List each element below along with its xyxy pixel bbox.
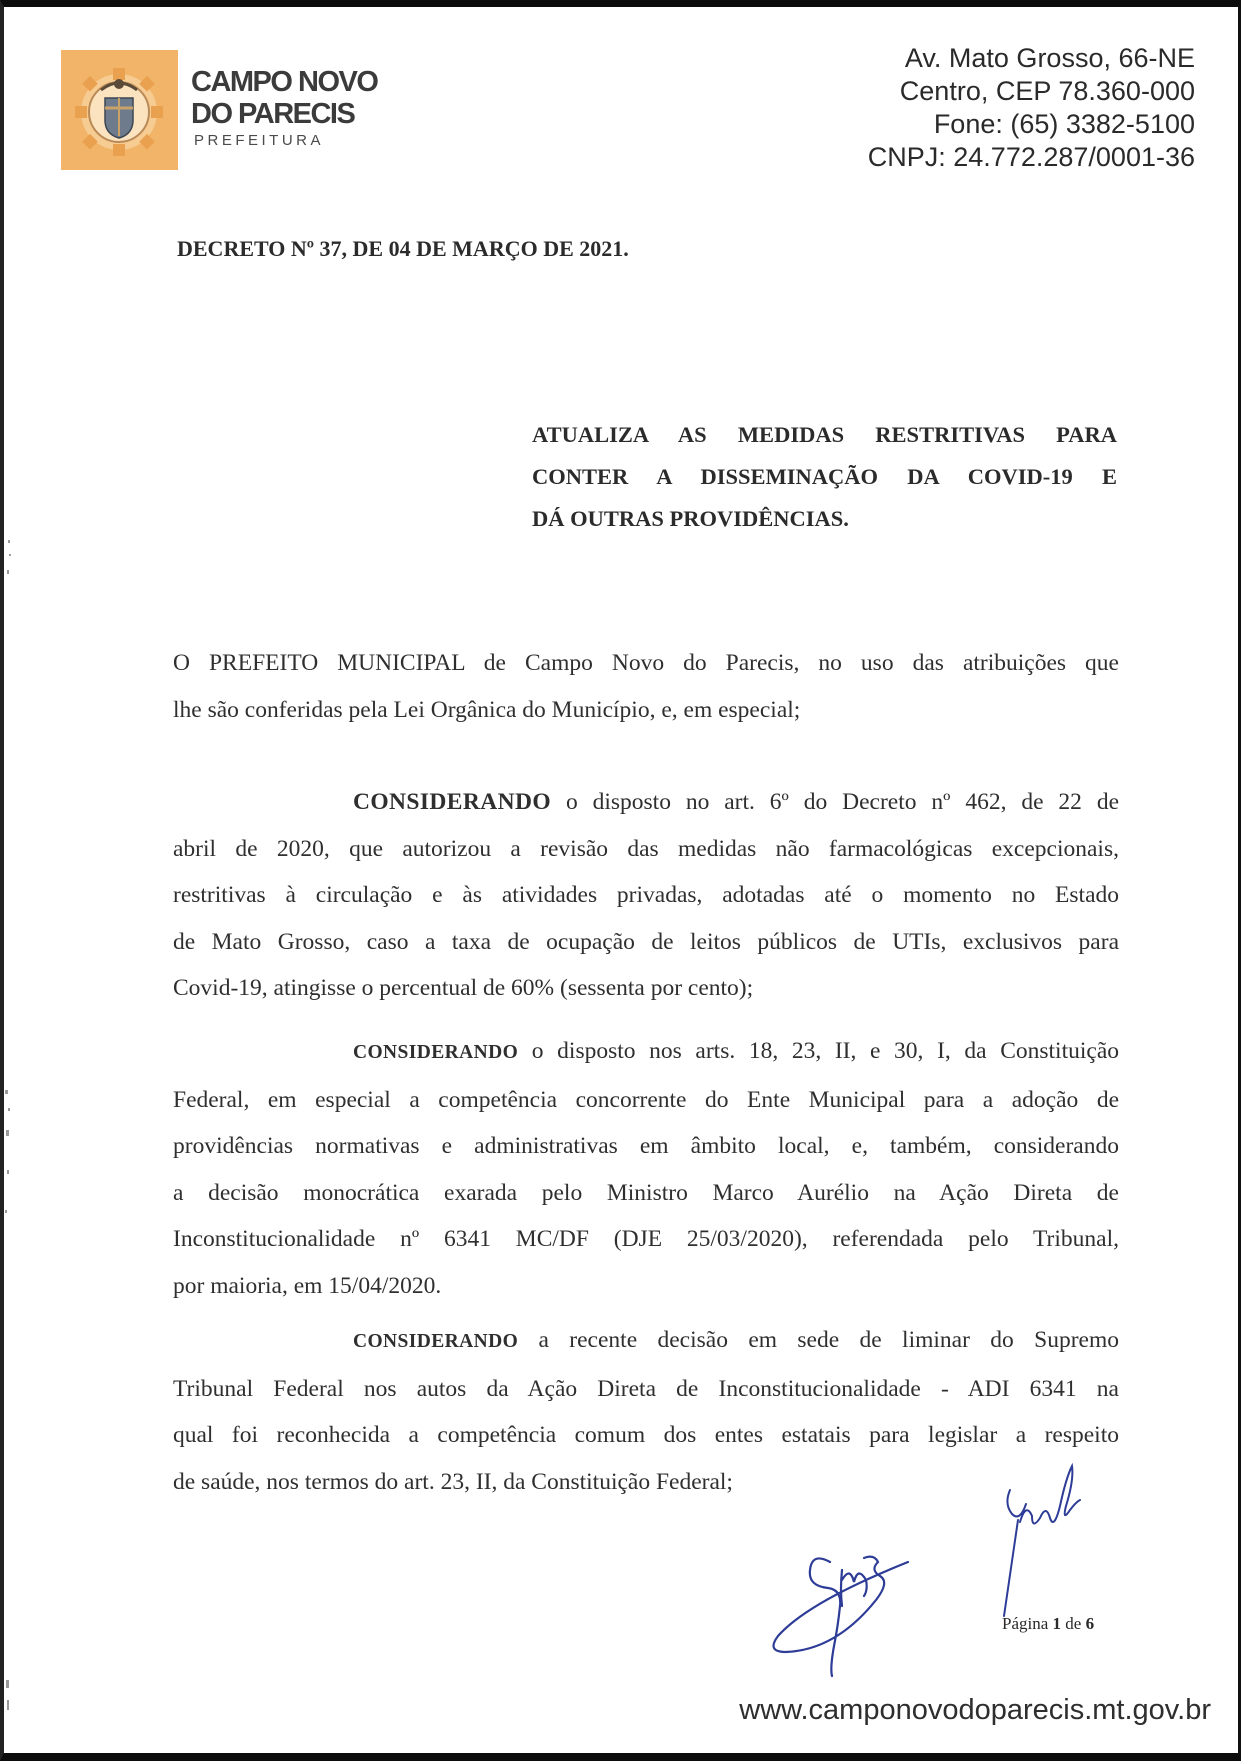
considerando-paragraph-3 (173, 1317, 1119, 1505)
intro-paragraph (173, 640, 1119, 733)
paragraph-first-line (173, 1028, 1119, 1077)
considerando-keyword: CONSIDERANDO (353, 1042, 519, 1063)
considerando-paragraph-1 (173, 779, 1119, 1012)
summary-line: CONTER A DISSEMINAÇÃO DA COVID-19 E (532, 464, 1117, 489)
paragraph-line: abril de 2020, que autorizou a revisão das medidas não farmacológicas excepcionais, (173, 835, 1119, 862)
paragraph-line: de Mato Grosso, caso a taxa de ocupação de leitos públicos de UTIs, exclusivos para (173, 928, 1119, 955)
paragraph-first-line (173, 1317, 1119, 1366)
paragraph-line: Tribunal Federal nos autos da Ação Direta de Inconstitucionalidade - ADI 6341 na (173, 1375, 1119, 1402)
decree-title: DECRETO Nº 37, DE 04 DE MARÇO DE 2021. (177, 236, 629, 261)
address-street: Av. Mato Grosso, 66-NE (904, 43, 1195, 73)
brand-subtitle: PREFEITURA (194, 132, 325, 149)
paragraph-line: providências normativas e administrativas em âmbito local, e, também, considerando (173, 1133, 1119, 1159)
paragraph-line: qual foi reconhecida a competência comum dos entes estatais para legislar a respeito (173, 1422, 1119, 1448)
paragraph-text: o disposto nos arts. 18, 23, II, e 30, I, da Constituição (518, 1038, 1119, 1064)
page-of: de (1061, 1614, 1086, 1633)
address-cnpj: CNPJ: 24.772.287/0001-36 (867, 142, 1195, 172)
considerando-keyword: CONSIDERANDO (353, 789, 552, 815)
paragraph-text: a recente decisão em sede de liminar do Supremo (518, 1327, 1119, 1353)
paragraph-first-line (173, 779, 1119, 826)
paragraph-line: Covid-19, atingisse o percentual de 60% (sessenta por cento); (173, 975, 754, 1001)
paragraph-text: o disposto no art. 6º do Decreto nº 462, de 22 de (551, 789, 1119, 815)
paragraph-line: Federal, em especial a competência concorrente do Ente Municipal para a adoção de (173, 1086, 1119, 1113)
page-current: 1 (1052, 1614, 1062, 1633)
considerando-keyword: CONSIDERANDO (353, 1331, 519, 1352)
paragraph-line: O PREFEITO MUNICIPAL de Campo Novo do Parecis, no uso das atribuições que (173, 650, 1119, 676)
footer-website: www.camponovodoparecis.mt.gov.br (739, 1694, 1211, 1726)
address-phone: Fone: (65) 3382-5100 (933, 109, 1195, 139)
paragraph-line: lhe são conferidas pela Lei Orgânica do Município, e, em especial; (173, 696, 801, 723)
page-label: Página (1002, 1614, 1053, 1633)
city-logo (61, 50, 178, 170)
paragraph-line: a decisão monocrática exarada pelo Ministro Marco Aurélio na Ação Direta de (173, 1179, 1119, 1206)
scan-artifact (2, 530, 14, 1730)
address-district: Centro, CEP 78.360-000 (899, 76, 1195, 106)
brand-name: CAMPO NOVO DO PARECIS (191, 66, 378, 130)
city-coat-of-arms-icon (61, 50, 178, 170)
address-block (868, 42, 1195, 174)
page-number (1002, 1614, 1094, 1634)
signature-mayor (760, 1540, 930, 1690)
considerando-paragraph-2 (173, 1028, 1119, 1309)
signature-secretary (990, 1460, 1110, 1620)
decree-summary (532, 414, 1117, 540)
paragraph-line: por maioria, em 15/04/2020. (173, 1272, 442, 1299)
summary-line: ATUALIZA AS MEDIDAS RESTRITIVAS PARA (532, 422, 1117, 447)
paragraph-line: Inconstitucionalidade nº 6341 MC/DF (DJE 25/03/2020), referendada pelo Tribunal, (173, 1226, 1119, 1252)
page-total: 6 (1085, 1614, 1095, 1633)
paragraph-line: de saúde, nos termos do art. 23, II, da Constituição Federal; (173, 1468, 733, 1495)
paragraph-line: restritivas à circulação e às atividades privadas, adotadas até o momento no Estado (173, 882, 1119, 908)
summary-line: DÁ OUTRAS PROVIDÊNCIAS. (532, 506, 849, 531)
